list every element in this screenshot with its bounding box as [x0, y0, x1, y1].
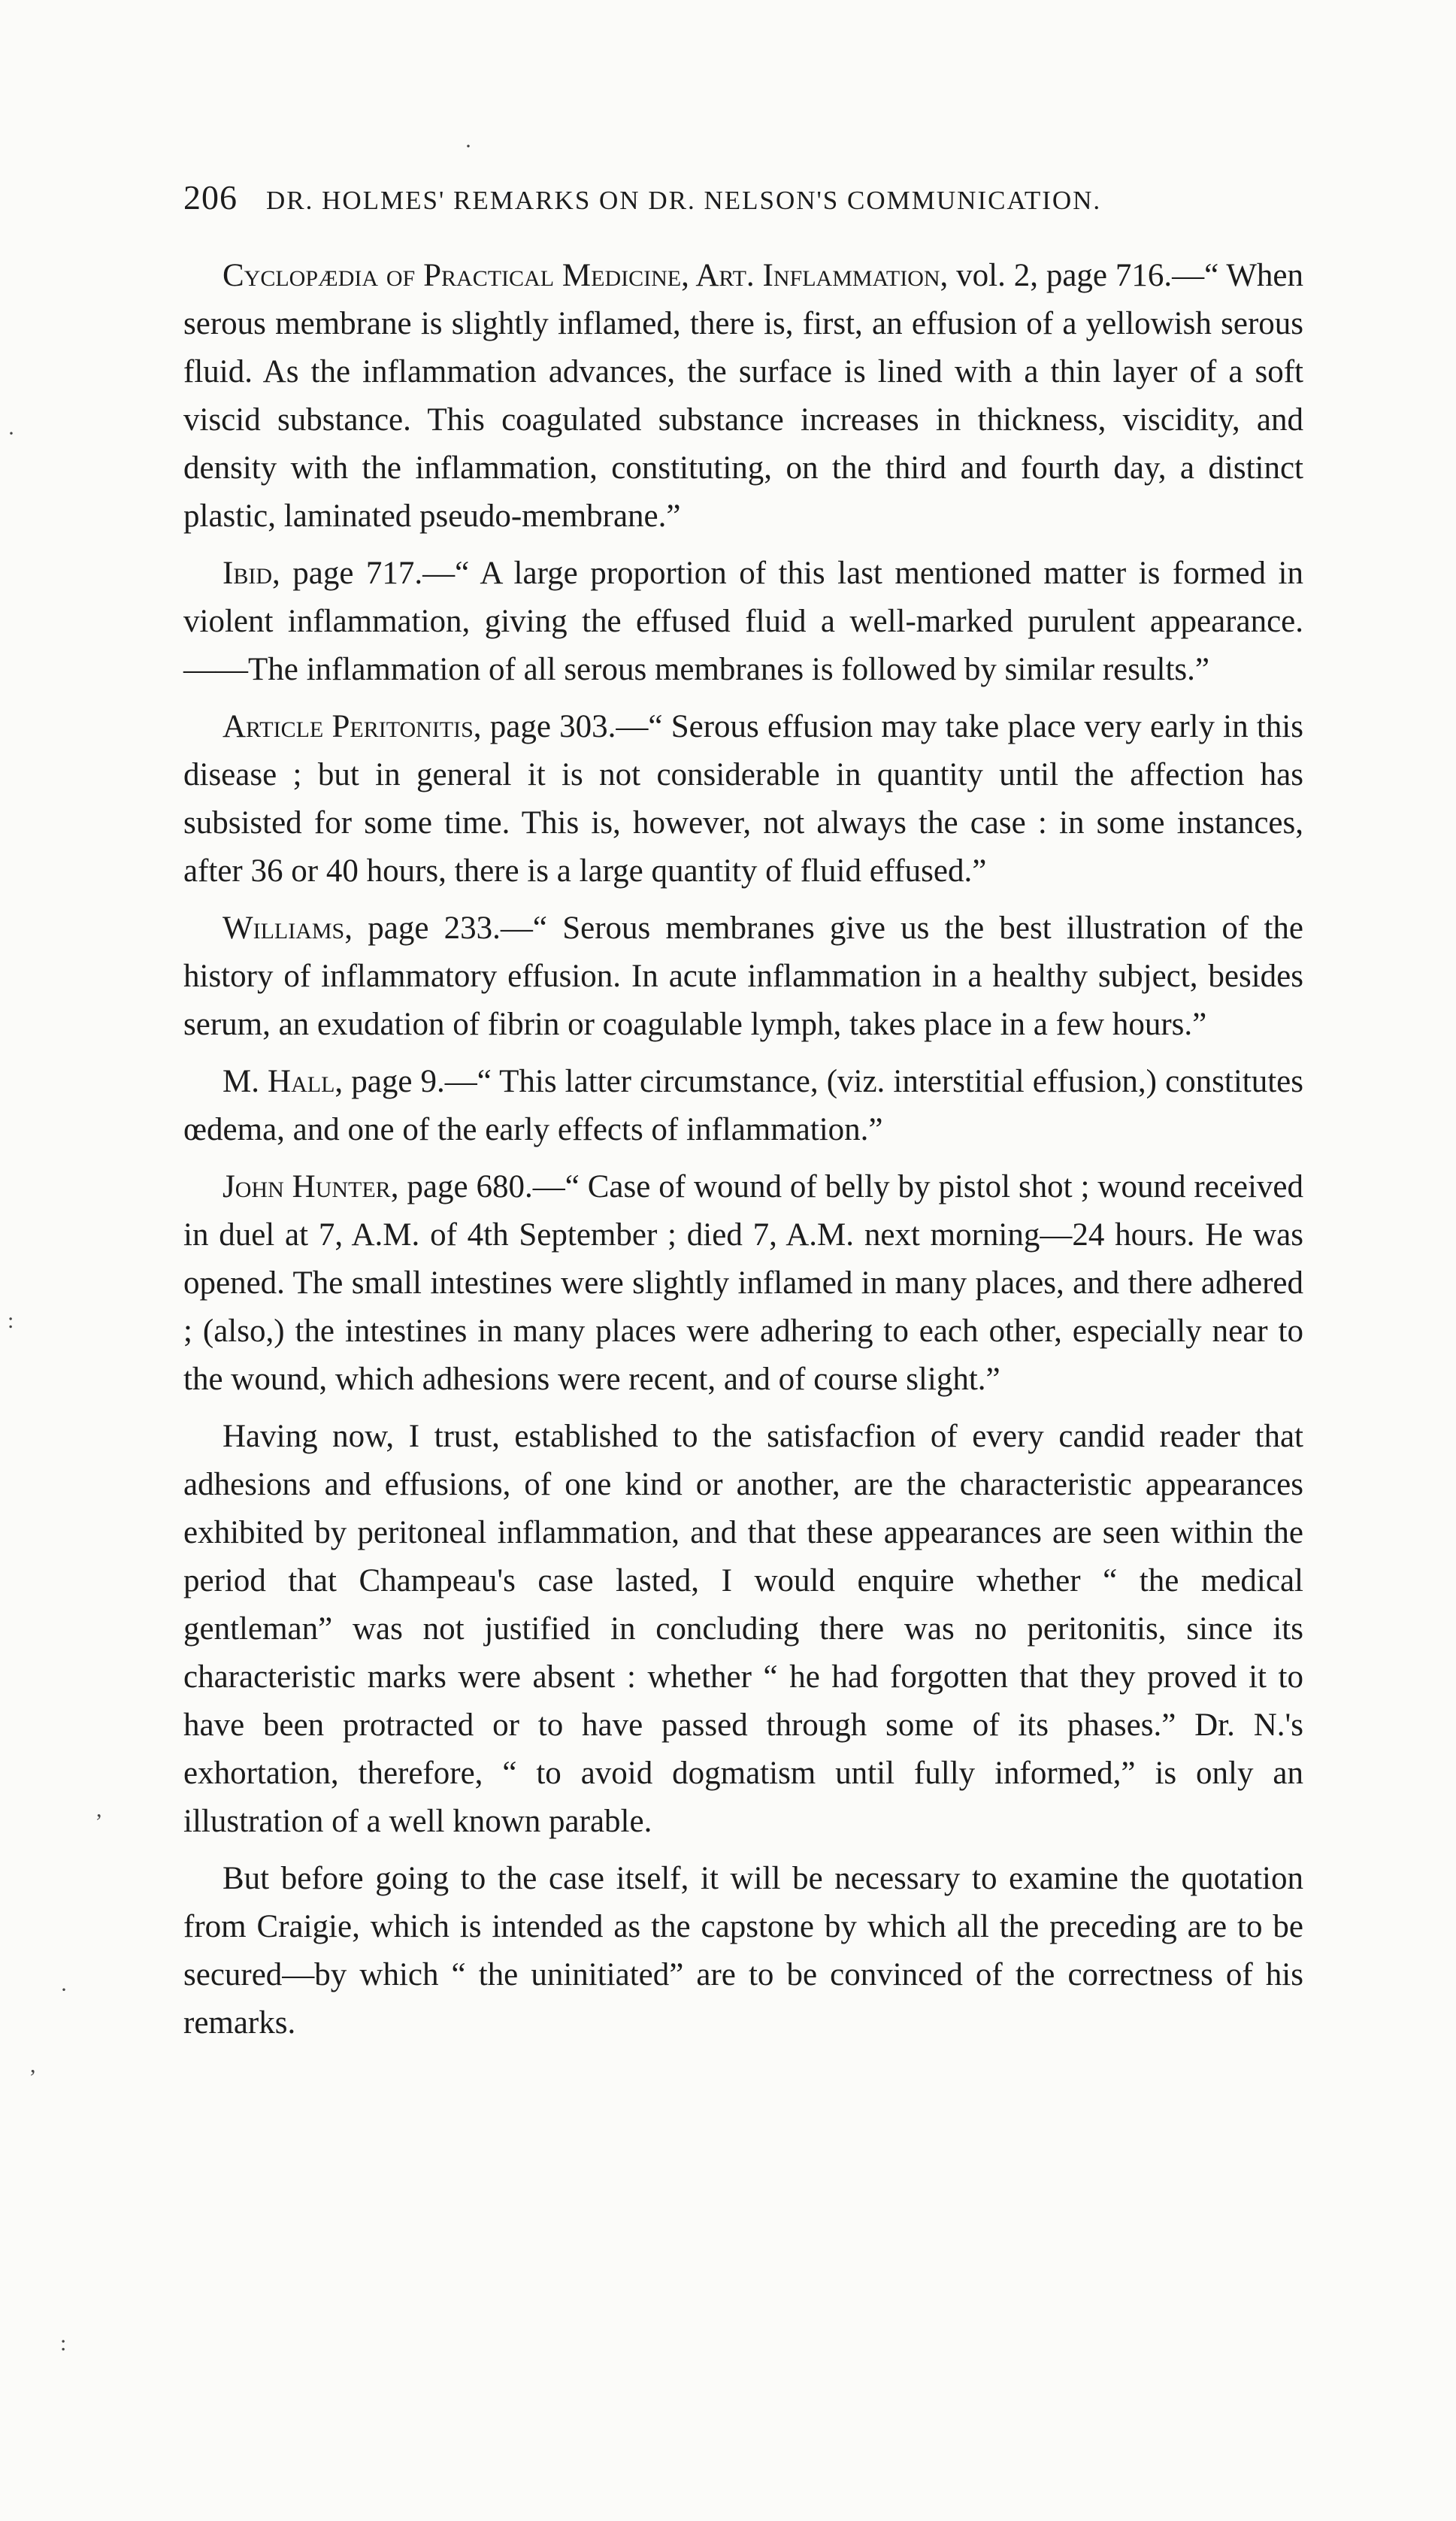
paragraph-cyclopaedia	[183, 252, 1303, 541]
paragraph-text: Having now, I trust, established to the satisfacfion of every candid reader that adhesions and effusions, of one kind or another, are the characteristic appearances exhibited by peritoneal inflammation, and that these appearances are seen within the period that Champeau's case lasted, I would enquire whether “ the medical gentleman” was not justified in concluding there was no peritonitis, since its characteristic marks were absent : whether “ he had forgotten that they proved it to have been protracted or to have passed through some of its phases.” Dr. N.'s exhortation, therefore, “ to avoid dogmatism until fully informed,” is only an illustration of a well known parable.	[183, 1419, 1303, 1839]
paragraph-craigie	[183, 1855, 1303, 2047]
source-citation: Article Peritonitis,	[222, 709, 482, 744]
paragraph-argument	[183, 1413, 1303, 1846]
source-citation: Ibid,	[222, 556, 280, 591]
paragraph-hall	[183, 1058, 1303, 1154]
paragraph-williams	[183, 904, 1303, 1049]
scan-speck: ·	[465, 134, 472, 159]
paragraph-text: page 303.—“ Serous effusion may take place very early in this disease ; but in general it is not considerable in quantity until the affection has subsisted for some time. This is, however, not always the case : in some instances, after 36 or 40 hours, there is a large quantity of fluid effused.”	[183, 709, 1303, 889]
page-number: 206	[183, 178, 238, 217]
source-citation: M. Hall,	[222, 1064, 344, 1099]
paragraph-text: page 717.—“ A large proportion of this last mentioned matter is formed in violent inflammation, giving the effused fluid a well-marked purulent appearance.——The inflammation of all serous membranes is followed by similar results.”	[183, 556, 1303, 687]
paragraph-text: page 233.—“ Serous membranes give us the best illustration of the history of inflammatory effusion. In acute inflammation in a healthy subject, besides serum, an exudation of fibrin or coagulable lymph, takes place in a few hours.”	[183, 911, 1303, 1042]
document-page	[183, 177, 1303, 2056]
running-title: DR. HOLMES' REMARKS ON DR. NELSON'S COMMUNICATION.	[266, 186, 1102, 215]
scan-speck: :	[60, 2331, 67, 2356]
paragraph-text: vol. 2, page 716.—“ When serous membrane is slightly inflamed, there is, first, an effusion of a yellowish serous fluid. As the inflammation advances, the surface is lined with a thin layer of a soft viscid substance. This coagulated substance increases in thickness, viscidity, and density with the inflammation, constituting, on the third and fourth day, a distinct plastic, laminated pseudo-membrane.”	[183, 258, 1303, 534]
body-text	[183, 252, 1303, 2047]
paragraph-text: page 9.—“ This latter circumstance, (viz. interstitial effusion,) constitutes œdema, and one of the early effects of inflammation.”	[183, 1064, 1304, 1147]
paragraph-ibid	[183, 550, 1303, 694]
scan-speck: ,	[96, 1797, 102, 1822]
source-citation: John Hunter,	[222, 1169, 399, 1204]
paragraph-text: page 680.—“ Case of wound of belly by pistol shot ; wound received in duel at 7, A.M. of 4th September ; died 7, A.M. next morning—24 hours. He was opened. The small intestines were slightly inflamed in many places, and there adhered ; (also,) the intestines in many places were adhering to each other, especially near to the wound, which adhesions were recent, and of course slight.”	[183, 1169, 1303, 1397]
source-citation: Williams,	[222, 911, 353, 946]
paragraph-text: But before going to the case itself, it will be necessary to examine the quotation from Craigie, which is intended as the capstone by which all the preceding are to be secured—by which “ the uninitiated” are to be convinced of the correctness of his remarks.	[183, 1861, 1303, 2041]
scan-speck: ,	[30, 2053, 36, 2077]
scan-speck: ·	[8, 421, 15, 446]
paragraph-peritonitis	[183, 703, 1303, 895]
scan-speck: :	[8, 1308, 14, 1333]
source-citation: Cyclopædia of Practical Medicine, Art. Inflammation,	[222, 258, 949, 293]
running-head	[183, 177, 1303, 222]
scan-speck: ·	[60, 1977, 68, 2002]
paragraph-hunter	[183, 1163, 1303, 1404]
